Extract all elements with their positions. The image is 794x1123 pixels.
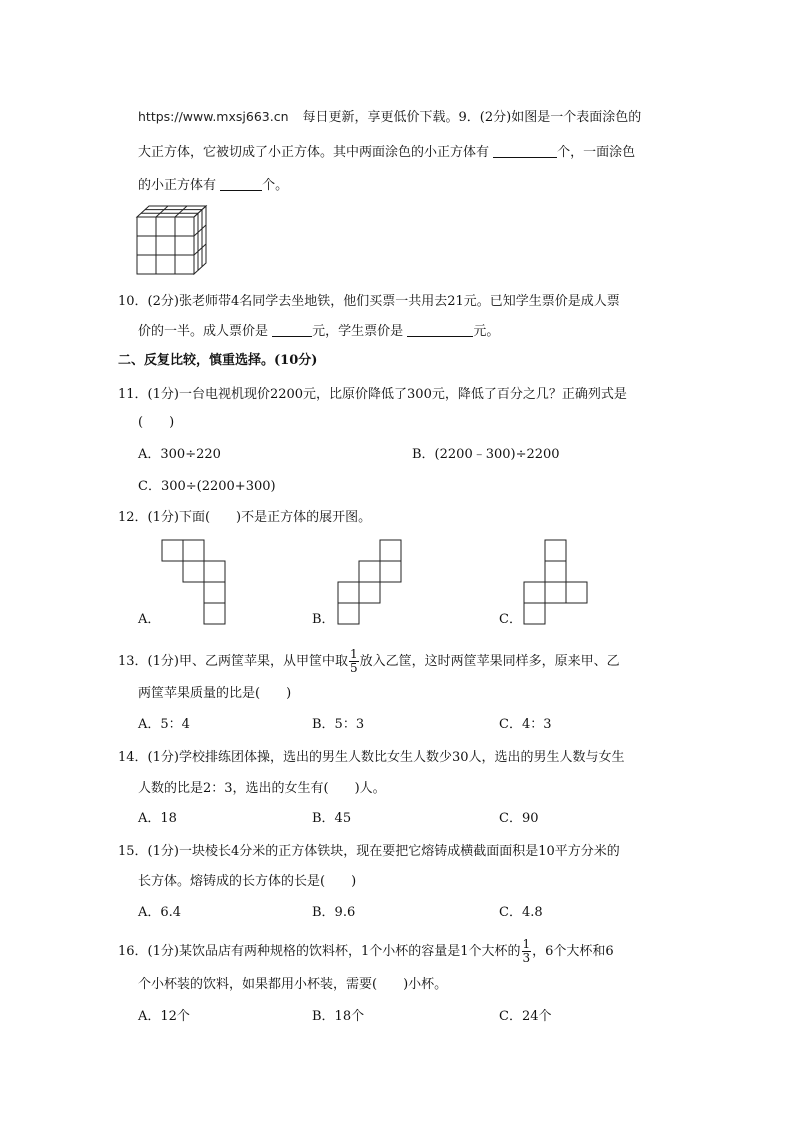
q13-option-a[interactable]: A．5：4 (138, 717, 190, 732)
q16-fraction (522, 938, 532, 965)
q13-line-2: 两筐苹果质量的比是( ) (138, 686, 292, 701)
q9-blank-2[interactable] (220, 177, 262, 191)
q16-frac-den: 3 (522, 951, 531, 965)
q10-text-a: 价的一半。成人票价是 (138, 324, 269, 339)
q12-option-b[interactable]: B． (312, 612, 335, 627)
q11-line-2: ( ) (138, 415, 175, 430)
q13-line-1 (118, 648, 620, 675)
q9-text-2b: 个，一面涂色 (557, 145, 636, 160)
q9-text-2a: 大正方体，它被切成了小正方体。其中两面涂色的小正方体有 (138, 145, 490, 160)
q14-line-2: 人数的比是2：3，选出的女生有( )人。 (138, 781, 386, 796)
q12-option-a[interactable]: A． (138, 612, 161, 627)
q15-line-2: 长方体。熔铸成的长方体的长是( ) (138, 874, 357, 889)
q11-line-1: 11．(1分)一台电视机现价2200元，比原价降低了300元，降低了百分之几？正确列式是 (118, 387, 627, 402)
net-figure-c (523, 539, 589, 626)
header-url[interactable]: https://www.mxsj663.cn (138, 109, 289, 124)
q13-text-a: 13．(1分)甲、乙两筐苹果，从甲筐中取 (118, 654, 348, 669)
q14-option-b[interactable]: B．45 (312, 811, 352, 826)
section2-title: 二、反复比较，慎重选择。(10分) (118, 353, 318, 368)
q11-option-b[interactable]: B．(2200﹣300)÷2200 (412, 447, 560, 462)
q13-option-c[interactable]: C．4：3 (499, 717, 552, 732)
q16-option-c[interactable]: C．24个 (499, 1009, 552, 1024)
q10-text-b: 元，学生票价是 (312, 324, 404, 339)
q15-option-a[interactable]: A．6.4 (138, 905, 182, 920)
q16-text-b: ，6个大杯和6 (532, 944, 614, 959)
q9-line-2 (138, 144, 635, 162)
q9-line-3 (138, 177, 288, 195)
q9-text-3b: 个。 (262, 178, 289, 193)
q16-option-a[interactable]: A．12个 (138, 1009, 190, 1024)
q13-option-b[interactable]: B．5：3 (312, 717, 365, 732)
cube-figure (136, 205, 210, 275)
q13-frac-num: 1 (349, 647, 358, 661)
q14-line-1: 14．(1分)学校排练团体操，选出的男生人数比女生人数少30人，选出的男生人数与女生 (118, 750, 625, 765)
q12-line-1: 12．(1分)下面( )不是正方体的展开图。 (118, 510, 372, 525)
q16-frac-num: 1 (522, 937, 531, 951)
q15-option-b[interactable]: B．9.6 (312, 905, 356, 920)
q9-blank-1[interactable] (493, 144, 557, 158)
q10-line-2 (138, 323, 499, 341)
q13-frac-den: 5 (349, 661, 358, 675)
q16-line-1 (118, 938, 614, 965)
q15-line-1: 15．(1分)一块棱长4分米的正方体铁块，现在要把它熔铸成横截面面积是10平方分米的 (118, 844, 620, 859)
q9-line-1 (138, 108, 641, 127)
header-slogan: 每日更新，享更低价下载。 (302, 110, 459, 125)
q10-blank-1[interactable] (272, 323, 312, 337)
q10-line-1: 10．(2分)张老师带4名同学去坐地铁，他们买票一共用去21元。已知学生票价是成人票 (118, 294, 620, 309)
q11-option-a[interactable]: A．300÷220 (138, 447, 221, 462)
q12-option-c[interactable]: C． (499, 612, 522, 627)
net-figure-b (337, 539, 403, 626)
q13-fraction (349, 648, 359, 675)
q16-option-b[interactable]: B．18个 (312, 1009, 365, 1024)
q14-option-a[interactable]: A．18 (138, 811, 177, 826)
q10-blank-2[interactable] (407, 323, 473, 337)
q16-line-2: 个小杯装的饮料，如果都用小杯装，需要( )小杯。 (138, 977, 448, 992)
q14-option-c[interactable]: C．90 (499, 811, 539, 826)
q15-option-c[interactable]: C．4.8 (499, 905, 543, 920)
q11-option-c[interactable]: C．300÷(2200+300) (138, 479, 276, 494)
q10-text-c: 元。 (473, 324, 500, 339)
q9-text-1: 9．(2分)如图是一个表面涂色的 (458, 110, 642, 125)
net-figure-a (161, 539, 227, 626)
q16-text-a: 16．(1分)某饮品店有两种规格的饮料杯，1个小杯的容量是1个大杯的 (118, 944, 521, 959)
q13-text-b: 放入乙筐，这时两筐苹果同样多，原来甲、乙 (359, 654, 620, 669)
q9-text-3a: 的小正方体有 (138, 178, 217, 193)
